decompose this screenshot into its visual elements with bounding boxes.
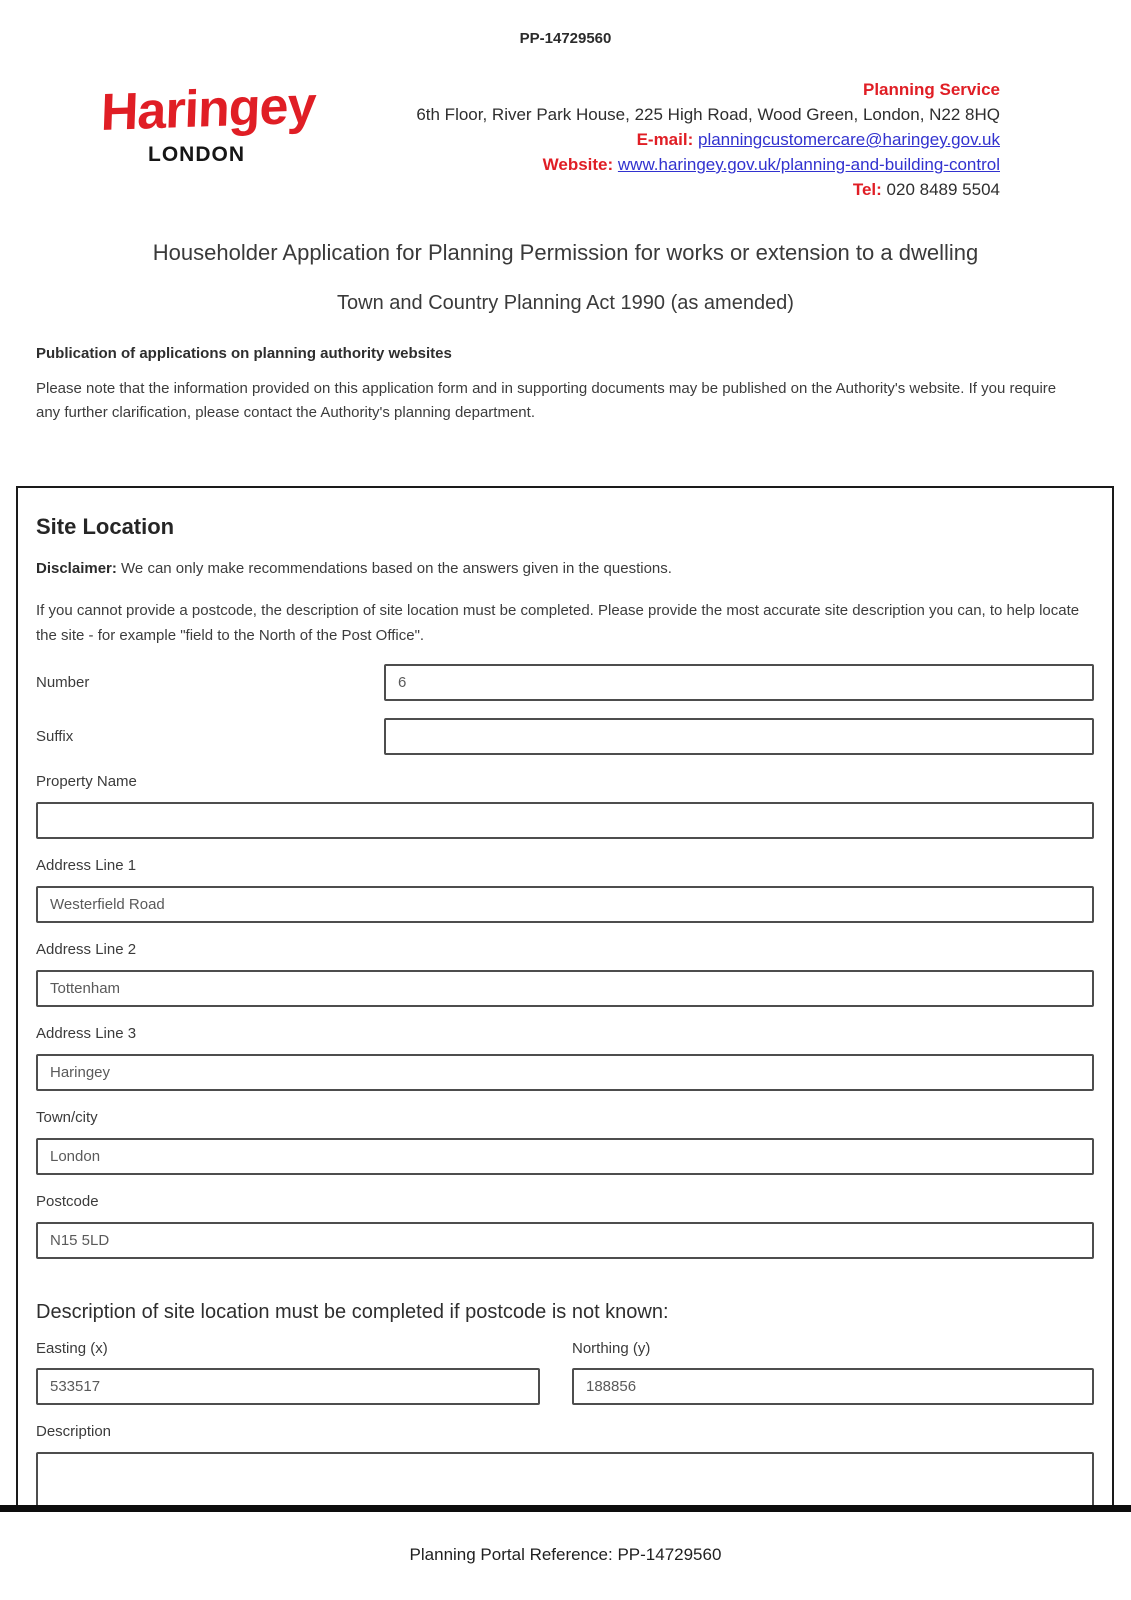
postcode-input[interactable]	[36, 1222, 1094, 1259]
haringey-logo	[99, 76, 330, 167]
disclaimer	[36, 560, 1094, 577]
portal-reference-footer: Planning Portal Reference: PP-14729560	[409, 1545, 722, 1564]
field-address-line-1	[36, 857, 1094, 923]
disclaimer-text: We can only make recommendations based on the answers given in the questions.	[121, 560, 672, 577]
email-link[interactable]: planningcustomercare@haringey.gov.uk	[697, 130, 1000, 149]
address-line-3-label: Address Line 3	[36, 1025, 137, 1042]
address-line-1-label: Address Line 1	[36, 857, 137, 874]
tel-label: Tel:	[852, 180, 882, 199]
letterhead	[0, 47, 1131, 202]
coordinates-row	[36, 1340, 1094, 1405]
postcode-guidance: If you cannot provide a postcode, the description of site location must be completed. Please provide the most accurate site description you can, to help locate the site - for example "field to the North of the Post Office".	[36, 602, 1080, 644]
field-easting	[36, 1340, 540, 1405]
email-line	[416, 127, 1000, 152]
field-northing	[572, 1340, 1094, 1405]
site-location-heading: Site Location	[36, 514, 175, 539]
form-title: Householder Application for Planning Permission for works or extension to a dwelling	[152, 240, 979, 265]
address-line-2-input[interactable]	[36, 970, 1094, 1007]
easting-input[interactable]	[36, 1368, 540, 1405]
application-reference: PP-14729560	[519, 30, 612, 47]
description-required-heading: Description of site location must be completed if postcode is not known:	[36, 1301, 669, 1323]
address-line-2-label: Address Line 2	[36, 941, 137, 958]
tel-line	[416, 177, 1000, 202]
website-label: Website:	[542, 155, 614, 174]
website-link[interactable]: www.haringey.gov.uk/planning-and-building-control	[617, 155, 1000, 174]
website-line	[416, 152, 1000, 177]
northing-label: Northing (y)	[572, 1340, 651, 1357]
field-postcode	[36, 1193, 1094, 1259]
field-description	[36, 1423, 1094, 1505]
suffix-input[interactable]	[384, 718, 1094, 755]
description-textarea[interactable]	[36, 1452, 1094, 1505]
property-name-label: Property Name	[36, 773, 137, 790]
field-address-line-3	[36, 1025, 1094, 1091]
service-name: Planning Service	[863, 80, 1000, 99]
publication-heading: Publication of applications on planning authority websites	[36, 345, 452, 362]
town-city-input[interactable]	[36, 1138, 1094, 1175]
number-label: Number	[36, 674, 90, 691]
contact-block	[416, 77, 1000, 202]
disclaimer-label: Disclaimer:	[36, 560, 117, 577]
site-location-section	[16, 486, 1114, 1505]
logo-wordmark: Haringey	[99, 76, 317, 143]
field-address-line-2	[36, 941, 1094, 1007]
page-break-bar	[0, 1505, 1131, 1512]
address-line-3-input[interactable]	[36, 1054, 1094, 1091]
email-label: E-mail:	[636, 130, 694, 149]
suffix-label: Suffix	[36, 728, 74, 745]
property-name-input[interactable]	[36, 802, 1094, 839]
service-address: 6th Floor, River Park House, 225 High Road, Wood Green, London, N22 8HQ	[416, 105, 1000, 124]
logo-subtitle: LONDON	[148, 143, 245, 166]
field-property-name	[36, 773, 1094, 839]
number-input[interactable]	[384, 664, 1094, 701]
field-row-suffix	[36, 718, 1094, 755]
publication-note: Please note that the information provided on this application form and in supporting documents may be published on the Authority's website. If you require any further clarification, please contact the Authority's planning department.	[36, 380, 1057, 421]
form-subtitle: Town and Country Planning Act 1990 (as amended)	[337, 292, 794, 314]
field-row-number	[36, 664, 1094, 701]
northing-input[interactable]	[572, 1368, 1094, 1405]
postcode-label: Postcode	[36, 1193, 99, 1210]
field-town-city	[36, 1109, 1094, 1175]
town-city-label: Town/city	[36, 1109, 98, 1126]
description-label: Description	[36, 1423, 112, 1440]
tel-number: 020 8489 5504	[886, 180, 1000, 199]
easting-label: Easting (x)	[36, 1340, 108, 1357]
address-line-1-input[interactable]	[36, 886, 1094, 923]
